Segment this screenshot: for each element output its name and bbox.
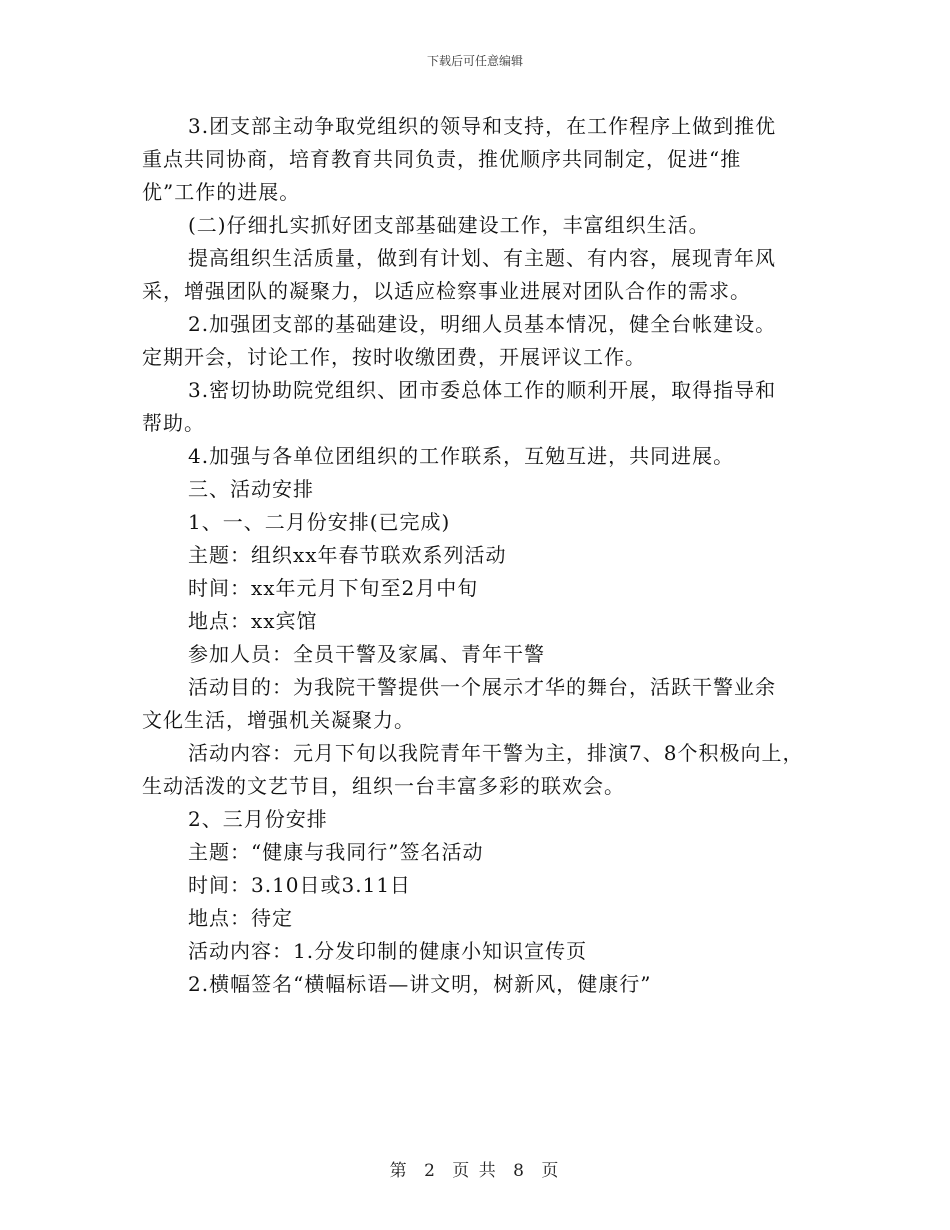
paragraph-line: 主题：组织xx年春节联欢系列活动 bbox=[188, 543, 507, 567]
paragraph-line: 活动目的：为我院干警提供一个展示才华的舞台，活跃干警业余 bbox=[188, 675, 776, 699]
paragraph-line: 重点共同协商，培育教育共同负责，推优顺序共同制定，促进“推 bbox=[142, 147, 742, 171]
paragraph-line: 采，增强团队的凝聚力，以适应检察事业进展对团队合作的需求。 bbox=[142, 279, 751, 303]
page-footer bbox=[0, 1156, 950, 1181]
subsection-heading: 1、一、二月份安排(已完成) bbox=[188, 510, 451, 534]
paragraph-line: 活动内容：1.分发印制的健康小知识宣传页 bbox=[188, 939, 588, 963]
paragraph-line: 文化生活，增强机关凝聚力。 bbox=[142, 708, 415, 732]
footer-prefix: 第 bbox=[389, 1161, 409, 1181]
page-header: 下载后可任意编辑 bbox=[426, 54, 523, 68]
paragraph-line: 4.加强与各单位团组织的工作联系，互勉互进，共同进展。 bbox=[188, 444, 735, 468]
paragraph-line: 生动活泼的文艺节目，组织一台丰富多彩的联欢会。 bbox=[142, 774, 625, 798]
footer-total-pages: 8 bbox=[513, 1161, 526, 1181]
paragraph-line: 时间：3.10日或3.11日 bbox=[188, 873, 412, 897]
paragraph-line: 3.密切协助院党组织、团市委总体工作的顺利开展，取得指导和 bbox=[188, 378, 777, 402]
document-body bbox=[142, 110, 822, 1001]
paragraph-line: 时间：xx年元月下旬至2月中旬 bbox=[188, 576, 479, 600]
paragraph-line: 地点：xx宾馆 bbox=[188, 609, 318, 633]
section-heading: 三、活动安排 bbox=[188, 477, 314, 501]
paragraph-line: 2.横幅签名“横幅标语—讲文明，树新风，健康行” bbox=[188, 972, 652, 996]
footer-suffix: 页 bbox=[541, 1161, 561, 1181]
paragraph-line: 帮助。 bbox=[142, 411, 205, 435]
paragraph-line: 参加人员：全员干警及家属、青年干警 bbox=[188, 642, 545, 666]
footer-page-number: 2 bbox=[424, 1161, 437, 1181]
paragraph-line: 优”工作的进展。 bbox=[142, 180, 301, 204]
paragraph-line: 3.团支部主动争取党组织的领导和支持，在工作程序上做到推优 bbox=[188, 114, 777, 138]
paragraph-line: 定期开会，讨论工作，按时收缴团费，开展评议工作。 bbox=[142, 345, 646, 369]
paragraph-line: 活动内容：元月下旬以我院青年干警为主，排演7、8个积极向上， bbox=[188, 741, 804, 765]
paragraph-line: (二)仔细扎实抓好团支部基础建设工作，丰富组织生活。 bbox=[188, 213, 710, 237]
paragraph-line: 2.加强团支部的基础建设，明细人员基本情况，健全台帐建设。 bbox=[188, 312, 777, 336]
paragraph-line: 地点：待定 bbox=[188, 906, 293, 930]
paragraph-line: 主题：“健康与我同行”签名活动 bbox=[188, 840, 484, 864]
paragraph-line: 提高组织生活质量，做到有计划、有主题、有内容，展现青年风 bbox=[188, 246, 776, 270]
footer-middle: 页 共 bbox=[452, 1161, 498, 1181]
subsection-heading: 2、三月份安排 bbox=[188, 807, 328, 831]
